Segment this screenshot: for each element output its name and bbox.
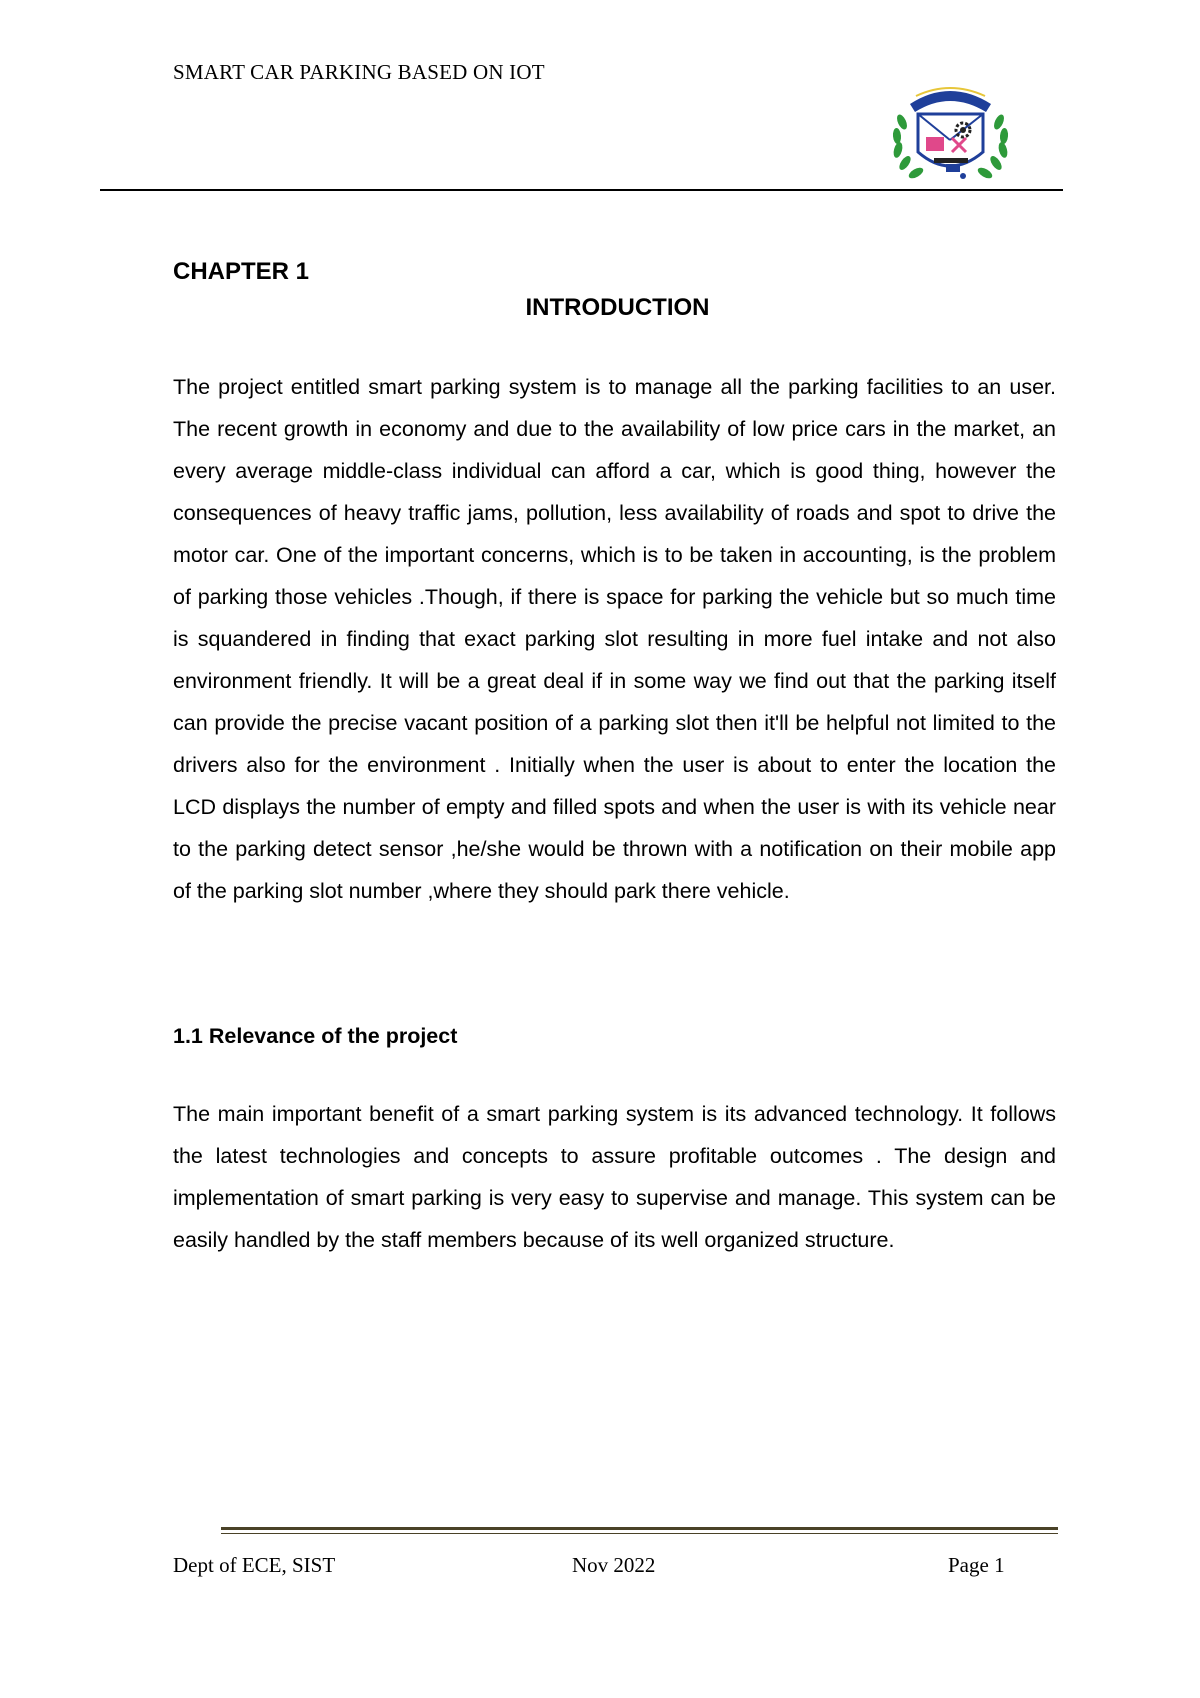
footer-divider-thin xyxy=(221,1533,1058,1534)
institution-emblem-icon xyxy=(888,82,1013,188)
intro-paragraph: The project entitled smart parking system is to manage all the parking facilities to an user. The recent growth in economy and due to the availability of low price cars in the market, an every average middle-class individual can afford a car, which is good thing, however the consequences of heavy traffic jams, pollution, less availability of roads and spot to drive the motor car. One of the important concerns, which is to be taken in accounting, is the problem of parking those vehicles .Though, if there is space for parking the vehicle but so much time is squandered in finding that exact parking slot resulting in more fuel intake and not also environment friendly. It will be a great deal if in some way we find out that the parking itself can provide the precise vacant position of a parking slot then it'll be helpful not limited to the drivers also for the environment . Initially when the user is about to enter the location the LCD displays the number of empty and filled spots and when the user is with its vehicle near to the parking detect sensor ,he/she would be thrown with a notification on their mobile app of the parking slot number ,where they should park there vehicle. xyxy=(173,375,1056,903)
section-heading: 1.1 Relevance of the project xyxy=(173,1024,458,1048)
footer-department: Dept of ECE, SIST xyxy=(173,1553,336,1577)
section-paragraph: The main important benefit of a smart parking system is its advanced technology. It follows the latest technologies and concepts to assure profitable outcomes . The design and implementation of smart parking is very easy to supervise and manage. This system can be easily handled by the staff members because of its well organized structure. xyxy=(173,1102,1056,1252)
footer-page-number: Page 1 xyxy=(948,1553,1005,1577)
header-divider xyxy=(100,189,1063,191)
footer-divider xyxy=(221,1527,1058,1530)
footer-date: Nov 2022 xyxy=(572,1553,656,1577)
page-header-title: SMART CAR PARKING BASED ON IOT xyxy=(173,60,545,84)
chapter-label: CHAPTER 1 xyxy=(173,258,310,285)
chapter-title: INTRODUCTION xyxy=(525,294,710,321)
